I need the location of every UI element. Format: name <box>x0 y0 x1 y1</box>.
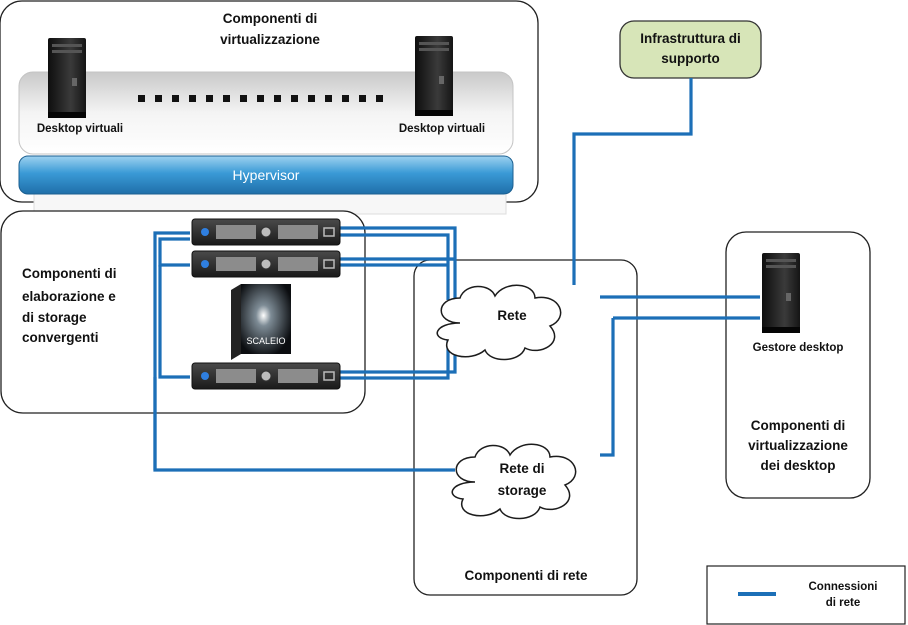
desktop-virt-label-line3: dei desktop <box>760 458 836 473</box>
infrastructure-label-line1: Infrastruttura di <box>640 31 741 46</box>
rack-server-1-icon <box>192 219 340 245</box>
legend-box <box>707 566 905 624</box>
desktop-manager-server-icon <box>762 253 800 333</box>
rack-server-3-icon <box>192 363 340 389</box>
rack-server-2-icon <box>192 251 340 277</box>
scaleio-logo-text: SCALEIO <box>246 336 286 346</box>
desktop-virt-label-line1: Componenti di <box>750 418 846 433</box>
virtual-desktop-server-left-icon <box>48 38 86 118</box>
network-cloud-label: Rete <box>497 308 527 323</box>
infrastructure-label-line2: supporto <box>661 51 720 66</box>
compute-label-line2: elaborazione e <box>22 289 116 304</box>
scaleio-product-icon <box>231 284 291 360</box>
storage-cloud-label-line2: storage <box>497 483 547 498</box>
legend-label-line1: Connessioni <box>808 581 878 593</box>
legend-label-line2: di rete <box>825 597 861 609</box>
virtualization-title-line1: Componenti di <box>222 11 318 26</box>
hypervisor-label: Hypervisor <box>232 167 300 183</box>
virtual-desktop-server-right-icon <box>415 36 453 116</box>
compute-label-line1: Componenti di <box>22 266 117 281</box>
network-group-label: Componenti di rete <box>464 568 588 583</box>
storage-cloud-label-line1: Rete di <box>499 461 545 476</box>
virtual-desktops-right-label: Desktop virtuali <box>398 123 486 135</box>
compute-label-line3: di storage <box>22 310 87 325</box>
virtual-desktops-left-label: Desktop virtuali <box>36 123 124 135</box>
desktops-continuation-dots <box>138 95 383 102</box>
desktop-virt-label-line2: virtualizzazione <box>748 438 848 453</box>
desktop-manager-label: Gestore desktop <box>752 342 844 354</box>
compute-label-line4: convergenti <box>22 330 99 345</box>
virtualization-title-line2: virtualizzazione <box>220 32 320 47</box>
